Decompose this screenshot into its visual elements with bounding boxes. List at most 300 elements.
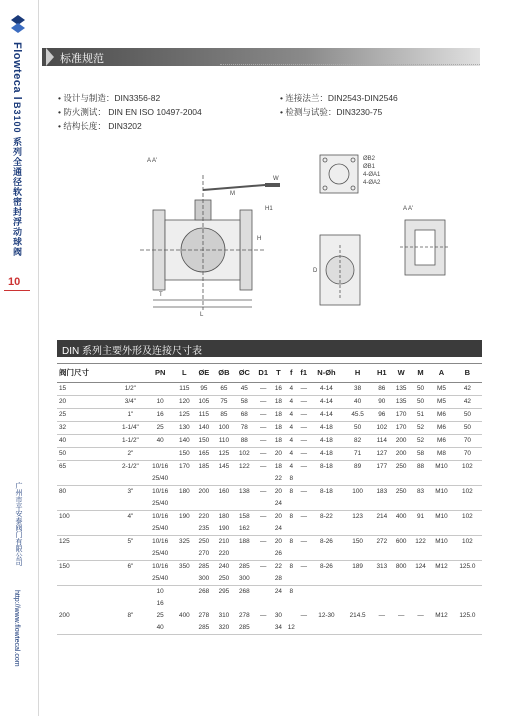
table-cell: [310, 473, 343, 486]
table-cell: 189: [352, 563, 363, 571]
table-cell: [285, 523, 298, 536]
table-cell: 83: [416, 488, 425, 496]
table-cell: 22: [272, 473, 285, 486]
table-cell: [453, 548, 482, 561]
table-cell: 220: [214, 548, 234, 561]
table-cell: 125.0: [459, 563, 476, 571]
table-cell: [391, 598, 410, 610]
table-cell: 4-14: [310, 409, 343, 422]
table-cell: 18: [272, 409, 285, 422]
table-cell: —: [255, 383, 272, 396]
table-cell: [298, 548, 310, 561]
table-cell: 20: [274, 538, 282, 546]
table-cell: —: [397, 612, 405, 620]
table-row: [57, 461, 482, 474]
table-cell: [57, 586, 115, 599]
table-cell: —: [260, 538, 267, 546]
valve-drawing: [135, 150, 480, 325]
table-cell: 114: [372, 435, 391, 448]
table-cell: 135: [391, 383, 410, 396]
table-row: [57, 396, 482, 409]
table-cell: 24: [272, 523, 285, 536]
table-cell: 4: [285, 409, 298, 422]
table-cell: 10: [156, 588, 164, 596]
table-cell: 278: [238, 612, 250, 620]
table-cell: 8-26: [320, 538, 333, 546]
table-cell: 165: [194, 448, 214, 461]
table-cell: 20: [272, 448, 285, 461]
table-cell: 22: [274, 563, 282, 571]
table-cell: 180: [218, 513, 230, 521]
table-cell: 400: [179, 612, 190, 620]
table-cell: [255, 598, 272, 610]
table-cell: 52: [411, 435, 430, 448]
table-cell: —: [298, 422, 310, 435]
table-cell: 50: [411, 396, 430, 409]
table-cell: 50: [411, 383, 430, 396]
table-cell: 400: [395, 513, 407, 521]
table-cell: 18: [272, 396, 285, 409]
table-cell: 18: [272, 422, 285, 435]
table-cell: —: [260, 513, 267, 521]
table-cell: [372, 523, 391, 536]
table-cell: M10: [435, 538, 448, 546]
table-cell: 235: [194, 523, 214, 536]
table-cell: [310, 573, 343, 586]
table-cell: 82: [343, 435, 372, 448]
table-cell: [343, 586, 372, 599]
table-cell: [175, 548, 194, 561]
table-cell: [430, 523, 453, 536]
table-cell: [310, 586, 343, 599]
page-number: 10: [8, 276, 21, 288]
table-cell: 250: [198, 538, 210, 546]
table-cell: [310, 598, 343, 610]
table-cell: [453, 473, 482, 486]
table-cell: 270: [194, 548, 214, 561]
table-cell: [372, 498, 391, 511]
table-cell: [453, 498, 482, 511]
table-cell: [57, 473, 115, 486]
table-cell: [298, 498, 310, 511]
table-cell: [115, 598, 146, 610]
table-cell: [194, 498, 214, 511]
table-cell: [255, 622, 272, 635]
table-cell: [430, 598, 453, 610]
table-cell: 127: [372, 448, 391, 461]
table-cell: [298, 473, 310, 486]
spec-flange: • 连接法兰：DIN2543-DIN2546: [280, 92, 398, 104]
table-cell: [255, 548, 272, 561]
table-cell: 8-18: [320, 463, 333, 471]
table-cell: 100: [214, 422, 234, 435]
table-cell: 4": [127, 513, 134, 521]
table-cell: 25/40: [146, 498, 175, 511]
table-cell: [372, 548, 391, 561]
table-cell: 12-30: [318, 612, 335, 620]
dim-l-label: L: [200, 312, 204, 318]
table-cell: 135: [391, 396, 410, 409]
table-cell: [175, 498, 194, 511]
company-url[interactable]: http://www.flowtecal.com: [13, 590, 20, 667]
table-cell: —: [260, 563, 267, 571]
table-cell: 75: [214, 396, 234, 409]
table-cell: 214: [376, 513, 388, 521]
table-cell: [57, 598, 115, 610]
table-row: [57, 383, 482, 396]
table-cell: —: [255, 409, 272, 422]
table-cell: 150: [194, 435, 214, 448]
table-cell: [411, 622, 430, 635]
table-cell: —: [417, 612, 424, 620]
table-cell: 90: [372, 396, 391, 409]
column-header: f1: [298, 364, 310, 383]
table-cell: [411, 548, 430, 561]
column-header: A: [430, 364, 453, 383]
table-cell: [298, 586, 310, 599]
table-cell: 96: [372, 409, 391, 422]
table-cell: 40: [57, 435, 115, 448]
table-cell: 125.0: [459, 612, 476, 620]
table-cell: M6: [430, 409, 453, 422]
dimension-table: [57, 363, 482, 635]
table-cell: [372, 622, 391, 635]
table-cell: [146, 383, 175, 396]
table-cell: —: [260, 612, 267, 620]
table-cell: —: [255, 396, 272, 409]
table-cell: 70: [453, 435, 482, 448]
page-divider: [4, 290, 30, 291]
table-cell: [115, 498, 146, 511]
table-cell: 300: [194, 573, 214, 586]
table-cell: 140: [175, 435, 194, 448]
table-row: [57, 622, 482, 635]
table-cell: [298, 573, 310, 586]
table-row: [57, 511, 482, 524]
table-cell: 102: [462, 513, 473, 521]
table-cell: 24: [274, 588, 282, 596]
spec-design: • 设计与制造：DIN3356-82: [58, 92, 160, 104]
section-mark-aa-detail: A A': [403, 206, 414, 212]
table-cell: 8-22: [320, 513, 333, 521]
table-cell: [115, 573, 146, 586]
table-cell: 250: [214, 573, 234, 586]
table-cell: 8: [289, 588, 294, 596]
table-cell: 1/2": [115, 383, 146, 396]
table-cell: [391, 498, 410, 511]
table-cell: [115, 622, 146, 635]
table-cell: [57, 548, 115, 561]
table-cell: [194, 598, 214, 610]
table-cell: [411, 598, 430, 610]
table-cell: [285, 573, 298, 586]
table-cell: 125: [214, 448, 234, 461]
table-cell: 80: [59, 488, 67, 496]
table-cell: 45: [234, 383, 254, 396]
table-row: [57, 586, 482, 599]
column-header: [115, 364, 146, 383]
table-cell: 170: [391, 422, 410, 435]
table-cell: [285, 548, 298, 561]
table-row: [57, 548, 482, 561]
table-cell: 350: [179, 563, 190, 571]
table-cell: 115: [175, 383, 194, 396]
table-cell: 68: [234, 409, 254, 422]
table-cell: 285: [198, 563, 210, 571]
table-cell: 42: [453, 396, 482, 409]
table-cell: 25/40: [146, 523, 175, 536]
table-cell: 34: [272, 622, 285, 635]
table-cell: [411, 523, 430, 536]
table-cell: 25/40: [146, 548, 175, 561]
column-header: W: [391, 364, 410, 383]
column-header: D1: [255, 364, 272, 383]
table-cell: 122: [238, 463, 250, 471]
table-cell: [146, 448, 175, 461]
spec-length: • 结构长度： DIN3202: [58, 120, 142, 132]
table-cell: —: [298, 383, 310, 396]
table-cell: [411, 573, 430, 586]
table-row: [57, 573, 482, 586]
table-cell: 200: [391, 435, 410, 448]
table-cell: 71: [343, 448, 372, 461]
table-cell: —: [255, 422, 272, 435]
table-cell: 300: [234, 573, 254, 586]
table-cell: 1": [115, 409, 146, 422]
table-cell: 1-1/4": [115, 422, 146, 435]
table-body: [57, 383, 482, 635]
table-header-row: [57, 364, 482, 383]
table-cell: [343, 573, 372, 586]
table-cell: [453, 523, 482, 536]
spec-fire-test: • 防火测试： DIN EN ISO 10497-2004: [58, 106, 202, 118]
table-cell: M12: [435, 563, 448, 571]
table-cell: [343, 548, 372, 561]
flowtecal-logo-icon: [9, 14, 27, 34]
table-cell: 190: [214, 523, 234, 536]
table-cell: 10/16: [152, 563, 169, 571]
table-cell: 58: [234, 396, 254, 409]
table-row: [57, 536, 482, 549]
chevron-icon: [46, 48, 54, 66]
table-cell: [115, 473, 146, 486]
table-cell: 278: [198, 612, 210, 620]
table-row: [57, 523, 482, 536]
table-cell: 125: [59, 538, 70, 546]
table-cell: 214.5: [349, 612, 366, 620]
table-cell: [298, 622, 310, 635]
table-row: [57, 498, 482, 511]
table-cell: [343, 622, 372, 635]
table-cell: 4-18: [310, 448, 343, 461]
column-header: T: [272, 364, 285, 383]
table-cell: 25/40: [146, 573, 175, 586]
table-cell: 100: [352, 488, 363, 496]
table-cell: 800: [395, 563, 407, 571]
table-cell: 50: [343, 422, 372, 435]
table-cell: 150: [352, 538, 363, 546]
table-cell: 16: [146, 409, 175, 422]
column-header: H: [343, 364, 372, 383]
table-cell: [298, 598, 310, 610]
table-cell: 190: [179, 513, 190, 521]
table-cell: 8: [289, 513, 294, 521]
table-cell: 4: [285, 396, 298, 409]
table-cell: 4-18: [310, 435, 343, 448]
table-cell: [391, 622, 410, 635]
table-cell: [255, 523, 272, 536]
table-cell: [453, 598, 482, 610]
table-cell: 240: [218, 563, 230, 571]
table-cell: 10/16: [152, 488, 169, 496]
table-cell: 91: [416, 513, 425, 521]
table-cell: 25: [156, 612, 164, 620]
company-name: 广州市平安泰阀门有限公司: [15, 482, 22, 566]
table-cell: 40: [146, 622, 175, 635]
column-header: B: [453, 364, 482, 383]
table-cell: 20: [274, 513, 282, 521]
table-cell: 4: [289, 463, 294, 471]
table-cell: [430, 498, 453, 511]
table-cell: [255, 473, 272, 486]
table-cell: —: [300, 513, 307, 521]
column-header: N-Øh: [310, 364, 343, 383]
table-row: [57, 473, 482, 486]
table-cell: 310: [218, 612, 230, 620]
table-cell: 325: [179, 538, 190, 546]
column-header: f: [285, 364, 298, 383]
table-cell: 70: [453, 448, 482, 461]
table-cell: [343, 598, 372, 610]
table-cell: 158: [238, 513, 250, 521]
table-cell: 52: [411, 422, 430, 435]
dim-h-label: H: [257, 236, 262, 242]
table-cell: 8-26: [320, 563, 333, 571]
table-cell: [175, 573, 194, 586]
table-row: [57, 435, 482, 448]
table-cell: 130: [175, 422, 194, 435]
table-cell: 86: [372, 383, 391, 396]
column-header: 阀门尺寸: [57, 364, 115, 383]
table-cell: [372, 586, 391, 599]
table-cell: 600: [395, 538, 407, 546]
table-row: [57, 561, 482, 574]
dim-h1-label: H1: [265, 206, 273, 212]
table-cell: [372, 473, 391, 486]
table-cell: 65: [214, 383, 234, 396]
table-row: [57, 598, 482, 610]
table-cell: 122: [415, 538, 426, 546]
product-series: B3100 系列全通径软密封浮动球阀: [12, 102, 22, 258]
table-cell: 160: [218, 488, 230, 496]
column-header: ØB: [214, 364, 234, 383]
table-cell: 18: [274, 463, 282, 471]
table-cell: [194, 473, 214, 486]
table-cell: 50: [453, 422, 482, 435]
table-cell: 313: [376, 563, 388, 571]
table-cell: —: [298, 448, 310, 461]
table-cell: 4-18: [310, 422, 343, 435]
table-cell: [391, 573, 410, 586]
table-cell: —: [298, 396, 310, 409]
table-cell: 18: [272, 435, 285, 448]
table-cell: 4-14: [310, 383, 343, 396]
table-cell: [115, 523, 146, 536]
table-cell: [285, 610, 298, 622]
brand-name: Flowteca l: [11, 42, 23, 101]
table-cell: 3": [127, 488, 134, 496]
table-cell: 50: [453, 409, 482, 422]
table-cell: [255, 498, 272, 511]
table-cell: [430, 548, 453, 561]
table-cell: [343, 498, 372, 511]
table-cell: 65: [59, 463, 67, 471]
table-cell: 40: [146, 435, 175, 448]
table-cell: 123: [352, 513, 363, 521]
table-cell: —: [260, 463, 267, 471]
table-cell: 10/16: [152, 538, 169, 546]
dim-d-label: D: [313, 268, 318, 274]
table-cell: 320: [214, 622, 234, 635]
section-title: 标准规范: [60, 53, 104, 65]
column-header: M: [411, 364, 430, 383]
table-cell: 16: [156, 600, 164, 608]
table-cell: —: [255, 448, 272, 461]
sidebar: [0, 0, 39, 716]
table-cell: 16: [272, 383, 285, 396]
table-cell: [343, 523, 372, 536]
table-row: [57, 610, 482, 622]
table-cell: 3/4": [115, 396, 146, 409]
table-cell: 120: [175, 396, 194, 409]
table-cell: 58: [411, 448, 430, 461]
table-cell: 6": [127, 563, 134, 571]
column-header: ØC: [234, 364, 254, 383]
table-cell: —: [300, 563, 307, 571]
table-cell: [372, 573, 391, 586]
table-cell: 150: [175, 448, 194, 461]
table-cell: 85: [214, 409, 234, 422]
table-cell: [115, 548, 146, 561]
table-cell: [57, 622, 115, 635]
table-cell: —: [300, 612, 307, 620]
table-cell: [234, 473, 254, 486]
table-cell: 102: [234, 448, 254, 461]
table-cell: 30: [274, 612, 282, 620]
table-cell: 200: [391, 448, 410, 461]
table-cell: 25/40: [146, 473, 175, 486]
section-mark-aa: A A': [147, 158, 158, 164]
table-cell: 272: [376, 538, 388, 546]
table-cell: [115, 586, 146, 599]
table-cell: 78: [234, 422, 254, 435]
table-cell: 100: [59, 513, 70, 521]
table-cell: 102: [372, 422, 391, 435]
table-cell: 8: [289, 538, 294, 546]
table-cell: 42: [453, 383, 482, 396]
table-cell: M10: [435, 513, 448, 521]
table-cell: 28: [272, 573, 285, 586]
table-cell: 88: [234, 435, 254, 448]
dim-t-label: T: [159, 292, 163, 298]
table-cell: [285, 498, 298, 511]
table-cell: [453, 573, 482, 586]
table-cell: M5: [430, 383, 453, 396]
table-cell: [391, 523, 410, 536]
table-cell: M6: [430, 422, 453, 435]
table-cell: 51: [411, 409, 430, 422]
table-cell: 10/16: [152, 513, 169, 521]
